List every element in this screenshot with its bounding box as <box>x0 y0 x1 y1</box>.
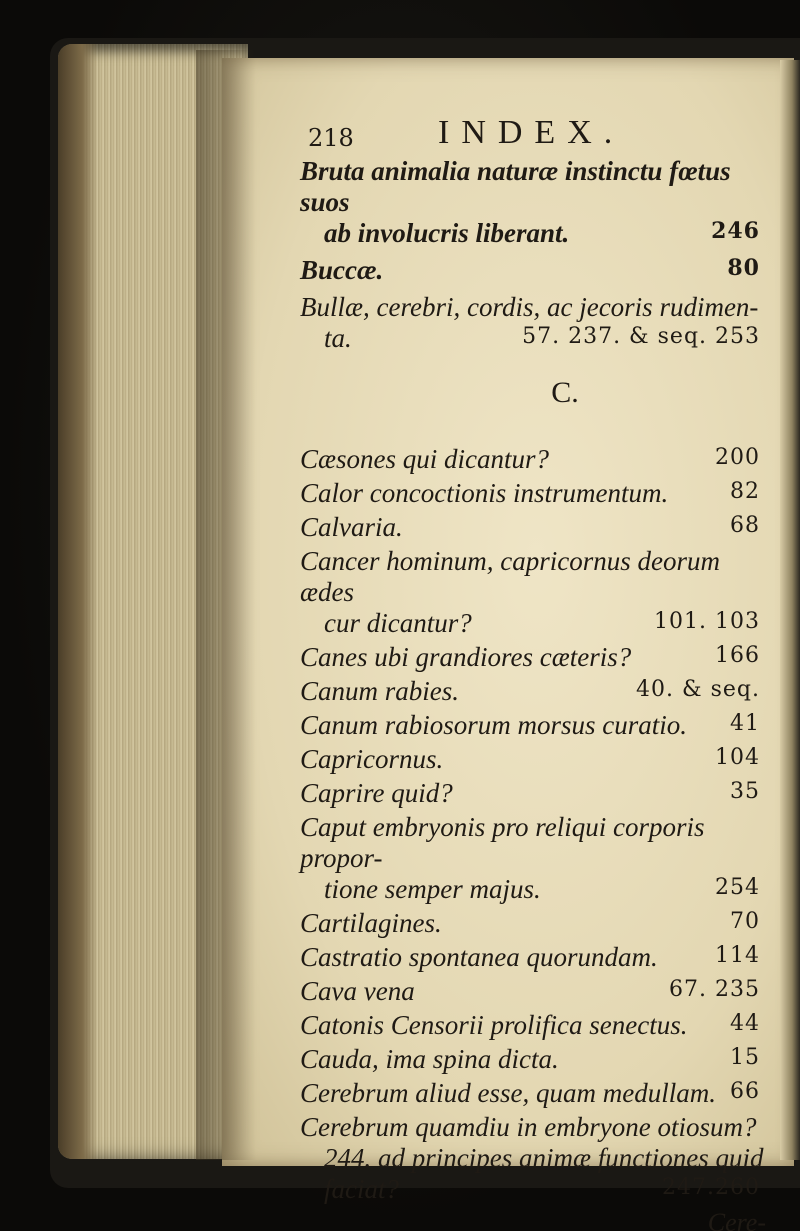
entry-text-line: Bruta animalia naturæ instinctu fœtus suos <box>300 156 731 217</box>
index-entry <box>300 812 770 905</box>
entry-text-line: tione semper majus. 254 <box>324 874 760 904</box>
entry-page-reference: 104 <box>715 745 760 770</box>
entry-page-reference: 246 <box>711 218 760 244</box>
entry-page-reference: 57. 237. & seq. 253 <box>522 324 760 349</box>
index-section-b <box>300 156 770 354</box>
entry-text-line: Cerebrum quamdiu in embryone otiosum? <box>300 1112 757 1142</box>
entry-text-line: Castratio spontanea quorundam. 114 <box>300 942 760 972</box>
index-entry <box>300 744 770 775</box>
gutter-shadow <box>196 50 256 1160</box>
page-number: 218 <box>308 124 354 152</box>
entry-page-reference: 41 <box>730 711 760 736</box>
section-letter-c: C. <box>551 376 579 409</box>
index-entry <box>300 942 770 973</box>
entry-page-reference: 35 <box>730 779 760 804</box>
entry-text-line: Catonis Censorii prolifica senectus. 44 <box>300 1010 760 1040</box>
entry-text-line: 244. ad principes animæ functiones quid <box>324 1143 764 1173</box>
index-entry <box>300 976 770 1007</box>
index-entry <box>300 642 770 673</box>
entry-text-line: cur dicantur? 101. 103 <box>324 608 760 638</box>
entry-text-line: Cancer hominum, capricornus deorum ædes <box>300 546 720 607</box>
index-entry <box>300 778 770 809</box>
entry-text-line: Caprire quid? 35 <box>300 778 760 808</box>
index-entry <box>300 710 770 741</box>
entry-page-reference: 15 <box>730 1045 760 1070</box>
entry-page-reference: 66 <box>730 1079 760 1104</box>
index-entry <box>300 156 770 249</box>
entry-page-reference: 44 <box>730 1011 760 1036</box>
entry-page-reference: 200 <box>715 445 760 470</box>
index-entry <box>300 512 770 543</box>
index-entry <box>300 255 770 286</box>
index-entry <box>300 1078 770 1109</box>
entry-page-reference: 68 <box>730 513 760 538</box>
entry-page-reference: 67. 235 <box>669 977 760 1002</box>
entry-text-line: Bullæ, cerebri, cordis, ac jecoris rudimen- <box>300 292 759 322</box>
entry-text-line: Cava vena 67. 235 <box>300 976 760 1006</box>
page-stack-shadow <box>58 44 98 1159</box>
running-head: INDEX. <box>438 114 625 151</box>
entry-text-line: Cerebrum aliud esse, quam medullam. 66 <box>300 1078 760 1108</box>
entry-text-line: Capricornus. 104 <box>300 744 760 774</box>
entry-page-reference: 40. & seq. <box>636 677 760 702</box>
entry-text-line: Buccæ. 80 <box>300 255 760 285</box>
entry-page-reference: 166 <box>715 643 760 668</box>
entry-text-line: Cæsones qui dicantur? 200 <box>300 444 760 474</box>
entry-page-reference: 247.260 <box>662 1175 760 1200</box>
index-entry <box>300 676 770 707</box>
index-entry <box>300 292 770 354</box>
entry-text-line: Canum rabiosorum morsus curatio. 41 <box>300 710 760 740</box>
entry-page-reference: 254 <box>715 875 760 900</box>
index-entry <box>300 1112 770 1205</box>
index-entry <box>300 444 770 475</box>
entry-text-line: ab involucris liberant. 246 <box>324 218 760 248</box>
index-entry <box>300 1010 770 1041</box>
page-right-edge <box>780 60 800 1160</box>
index-entry <box>300 1044 770 1075</box>
entry-text-line: Calvaria. 68 <box>300 512 760 542</box>
index-entry <box>300 908 770 939</box>
entry-text-line: Canes ubi grandiores cæteris? 166 <box>300 642 760 672</box>
entry-text-line: Canum rabies. 40. & seq. <box>300 676 760 706</box>
entry-page-reference: 101. 103 <box>654 609 760 634</box>
entry-text-line: Cartilagines. 70 <box>300 908 760 938</box>
page-header <box>300 112 770 156</box>
entry-text-line: faciat? 247.260 <box>324 1174 760 1204</box>
index-entry <box>300 546 770 639</box>
index-entry <box>300 478 770 509</box>
entry-page-reference: 70 <box>730 909 760 934</box>
entry-page-reference: 80 <box>727 255 760 281</box>
entry-text-line: Calor concoctionis instrumentum. 82 <box>300 478 760 508</box>
index-section-c <box>300 444 770 1205</box>
entry-text-line: Caput embryonis pro reliqui corporis propor- <box>300 812 705 873</box>
page-content <box>300 112 770 1231</box>
entry-page-reference: 82 <box>730 479 760 504</box>
entry-text-line: Cauda, ima spina dicta. 15 <box>300 1044 760 1074</box>
catchword: Cere- <box>707 1208 766 1231</box>
entry-page-reference: 114 <box>715 943 760 968</box>
entry-text-line: ta. 57. 237. & seq. 253 <box>324 323 760 353</box>
